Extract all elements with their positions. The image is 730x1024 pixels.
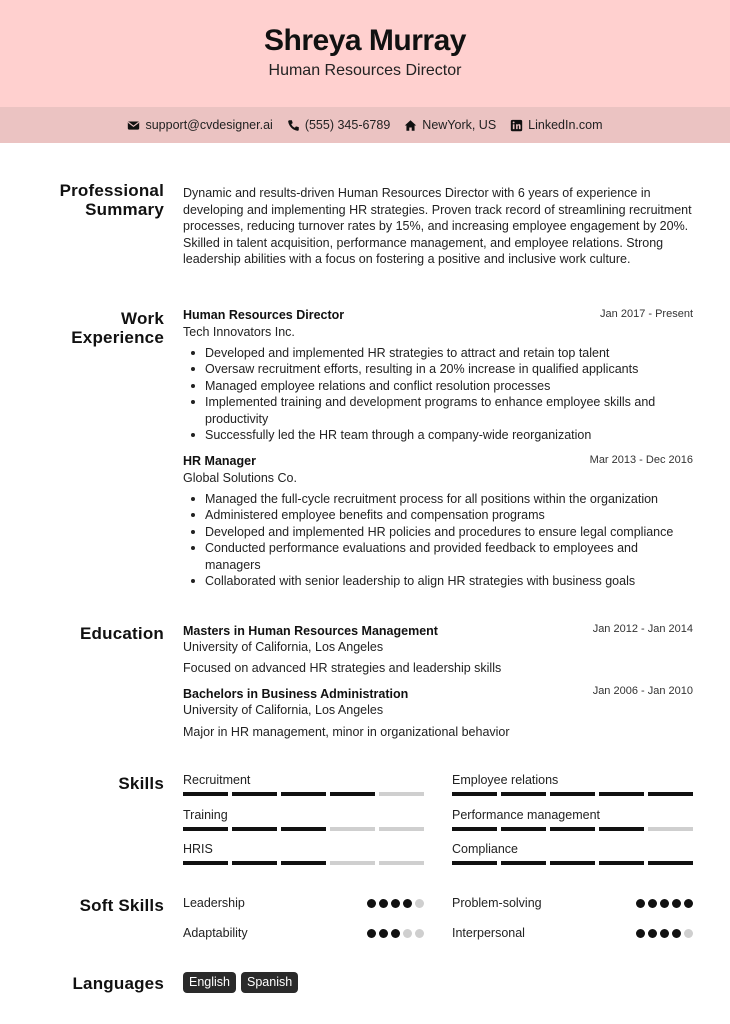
skill-segment [281, 792, 326, 796]
soft-skill-rating [636, 899, 693, 908]
skill-segment [183, 861, 228, 865]
candidate-name: Shreya Murray [264, 24, 466, 57]
skill-segment [550, 861, 595, 865]
phone-icon [287, 119, 300, 132]
section-title-skills: Skills [118, 774, 164, 793]
skill-segment [330, 827, 375, 831]
home-icon [404, 119, 417, 132]
location-text: NewYork, US [422, 118, 497, 132]
list-item: Oversaw recruitment efforts, resulting in a 20% increase in qualified applicants [183, 361, 695, 377]
edu-degree: Masters in Human Resources Management [183, 624, 438, 638]
soft-skill-rating [367, 899, 424, 908]
edu-note: Focused on advanced HR strategies and leadership skills [183, 661, 502, 675]
rating-dot [684, 929, 693, 938]
linkedin-icon [510, 119, 523, 132]
soft-skill-rating [636, 929, 693, 938]
section-title-education: Education [80, 624, 164, 643]
rating-dot [367, 899, 376, 908]
skill-segment [232, 827, 277, 831]
skill-segment [550, 792, 595, 796]
rating-dot [403, 899, 412, 908]
soft-skill-item [183, 895, 424, 911]
list-item: Developed and implemented HR policies and procedures to ensure legal compliance [183, 524, 695, 540]
skill-bar [183, 827, 424, 831]
skill-segment [501, 792, 546, 796]
list-item: Developed and implemented HR strategies to attract and retain top talent [183, 345, 695, 361]
rating-dot [684, 899, 693, 908]
edu-dates: Jan 2012 - Jan 2014 [592, 623, 693, 635]
job-title: Human Resources Director [183, 308, 345, 322]
skill-segment [501, 827, 546, 831]
skill-segment [599, 861, 644, 865]
rating-dot [415, 899, 424, 908]
edu-degree: Bachelors in Business Administration [183, 687, 409, 701]
soft-skill-item [183, 925, 424, 941]
skill-segment [599, 827, 644, 831]
rating-dot [636, 929, 645, 938]
skill-bar [452, 792, 693, 796]
skill-label: HRIS [183, 842, 213, 856]
resume-header [0, 0, 730, 107]
skill-segment [648, 827, 693, 831]
skill-bar [183, 792, 424, 796]
summary-text: Dynamic and results-driven Human Resources Director with 6 years of experience in developing and implementing HR strategies. Proven track record of streamlining recruitment processes, reducing turnover rates by 15%, and increasing employee engagement by 20%. Skilled in talent acquisition, performance management, and employee relations. Strong leadership abilities with a focus on fostering a positive and inclusive work culture. [183, 186, 692, 267]
rating-dot [660, 929, 669, 938]
skill-label: Compliance [452, 842, 519, 856]
rating-dot [415, 929, 424, 938]
list-item: Successfully led the HR team through a company-wide reorganization [183, 427, 695, 443]
soft-skill-label: Problem-solving [452, 896, 542, 910]
candidate-role: Human Resources Director [268, 62, 462, 79]
envelope-icon [127, 119, 140, 132]
list-item: Managed employee relations and conflict resolution processes [183, 378, 695, 394]
soft-skill-item [452, 895, 693, 911]
skill-label: Training [183, 808, 228, 822]
skill-segment [183, 827, 228, 831]
edu-school: University of California, Los Angeles [183, 640, 384, 654]
list-item: Collaborated with senior leadership to align HR strategies with business goals [183, 573, 695, 589]
skill-segment [330, 861, 375, 865]
skill-segment [550, 827, 595, 831]
rating-dot [367, 929, 376, 938]
edu-dates: Jan 2006 - Jan 2010 [592, 685, 693, 697]
language-badge: Spanish [241, 972, 298, 993]
contact-linkedin[interactable] [510, 118, 602, 132]
email-text: support@cvdesigner.ai [145, 118, 273, 132]
skill-segment [330, 792, 375, 796]
skill-segment [501, 861, 546, 865]
rating-dot [648, 929, 657, 938]
section-title-summary: Professional Summary [59, 181, 164, 219]
skill-segment [648, 861, 693, 865]
contact-phone[interactable] [287, 118, 390, 132]
edu-school: University of California, Los Angeles [183, 703, 384, 717]
section-title-experience: Work Experience [71, 309, 164, 347]
list-item: Managed the full-cycle recruitment process for all positions within the organization [183, 491, 695, 507]
skill-item [452, 842, 693, 865]
rating-dot [660, 899, 669, 908]
skill-segment [452, 792, 497, 796]
skill-segment [452, 861, 497, 865]
section-title-languages: Languages [72, 974, 164, 993]
skill-segment [599, 792, 644, 796]
rating-dot [672, 899, 681, 908]
soft-skill-rating [367, 929, 424, 938]
skill-label: Employee relations [452, 773, 559, 787]
rating-dot [672, 929, 681, 938]
skill-segment [648, 792, 693, 796]
skill-segment [281, 827, 326, 831]
soft-skill-item [452, 925, 693, 941]
job-company: Global Solutions Co. [183, 471, 297, 485]
rating-dot [379, 929, 388, 938]
skill-item [452, 773, 693, 796]
job-bullets [183, 345, 695, 443]
skill-segment [379, 792, 424, 796]
phone-text: (555) 345-6789 [304, 118, 391, 132]
rating-dot [379, 899, 388, 908]
job-dates: Mar 2013 - Dec 2016 [589, 454, 693, 466]
rating-dot [648, 899, 657, 908]
job-company: Tech Innovators Inc. [183, 325, 295, 339]
job-title: HR Manager [183, 454, 256, 468]
job-dates: Jan 2017 - Present [600, 308, 693, 320]
rating-dot [391, 929, 400, 938]
rating-dot [636, 899, 645, 908]
contact-email[interactable] [127, 118, 272, 132]
skill-segment [183, 792, 228, 796]
edu-note: Major in HR management, minor in organizational behavior [183, 725, 510, 739]
rating-dot [403, 929, 412, 938]
skill-segment [281, 861, 326, 865]
skill-item [183, 773, 424, 796]
skill-bar [452, 827, 693, 831]
list-item: Implemented training and development programs to enhance employee skills and productivity [183, 394, 695, 427]
skill-item [183, 842, 424, 865]
contact-bar [0, 107, 730, 143]
skill-item [452, 808, 693, 831]
soft-skill-label: Leadership [183, 896, 245, 910]
skill-bar [452, 861, 693, 865]
skill-segment [379, 827, 424, 831]
list-item: Conducted performance evaluations and provided feedback to employees and managers [183, 540, 695, 573]
skill-label: Performance management [452, 808, 600, 822]
linkedin-text: LinkedIn.com [528, 118, 603, 132]
skill-segment [379, 861, 424, 865]
rating-dot [391, 899, 400, 908]
language-badges [183, 972, 298, 993]
section-title-soft-skills: Soft Skills [79, 896, 164, 915]
language-badge: English [183, 972, 236, 993]
soft-skill-label: Interpersonal [452, 926, 525, 940]
list-item: Administered employee benefits and compensation programs [183, 507, 695, 523]
skill-bar [183, 861, 424, 865]
skill-segment [452, 827, 497, 831]
skill-item [183, 808, 424, 831]
job-bullets [183, 491, 695, 589]
skill-segment [232, 861, 277, 865]
skill-segment [232, 792, 277, 796]
skill-label: Recruitment [183, 773, 251, 787]
soft-skill-label: Adaptability [183, 926, 248, 940]
contact-location [404, 118, 496, 132]
